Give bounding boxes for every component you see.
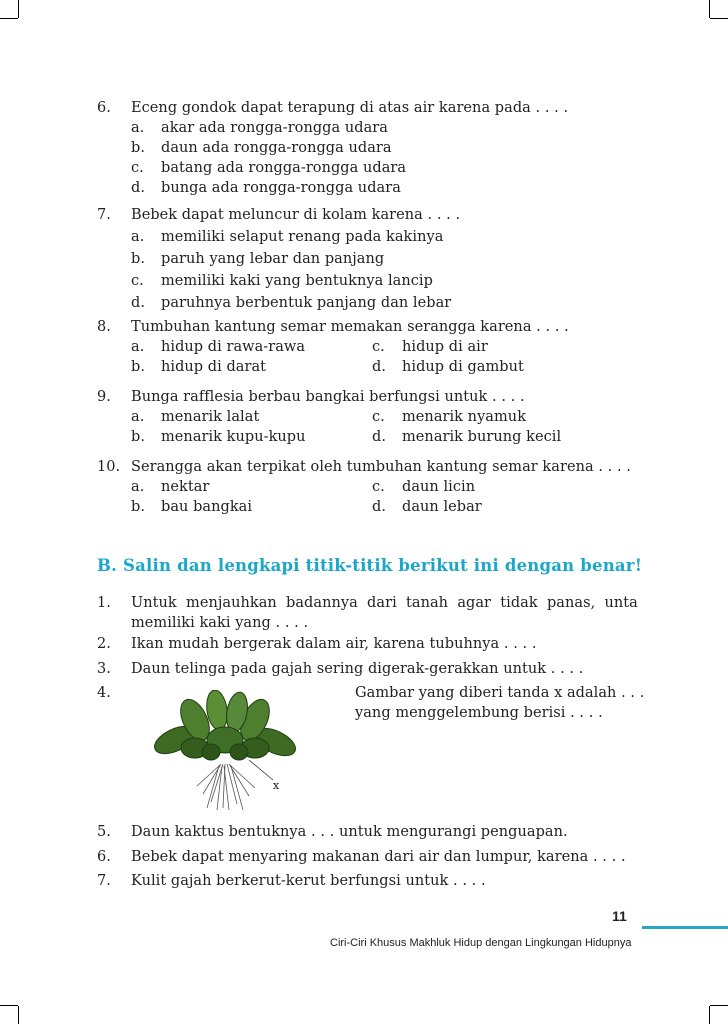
question-stem: Eceng gondok dapat terapung di atas air karena pada . . . . bbox=[131, 100, 569, 116]
pointer-line bbox=[249, 760, 273, 780]
leaves bbox=[150, 690, 299, 761]
water-hyacinth-illustration bbox=[145, 690, 305, 812]
question-stem: Bebek dapat meluncur di kolam karena . . . . bbox=[131, 207, 461, 223]
fill-item-3: 3. Daun telinga pada gajah sering digerak-gerakkan untuk . . . . bbox=[97, 661, 584, 677]
option: d. menarik burung kecil bbox=[372, 429, 562, 445]
option: b. menarik kupu-kupu bbox=[131, 429, 306, 445]
footer-rule bbox=[642, 926, 728, 929]
question-stem: Tumbuhan kantung semar memakan serangga karena . . . . bbox=[131, 319, 569, 335]
option: b. paruh yang lebar dan panjang bbox=[131, 251, 385, 267]
question-stem: Serangga akan terpikat oleh tumbuhan kantung semar karena . . . . bbox=[131, 459, 631, 475]
question-number: 7. bbox=[97, 207, 111, 223]
question-7 bbox=[0, 205, 728, 311]
crop-mark bbox=[0, 1005, 18, 1006]
page-number: 11 bbox=[612, 908, 627, 924]
crop-mark bbox=[18, 1006, 19, 1024]
option: a. hidup di rawa-rawa bbox=[131, 339, 306, 355]
roots bbox=[197, 764, 255, 810]
fill-item-7: 7. Kulit gajah berkerut-kerut berfungsi untuk . . . . bbox=[97, 873, 486, 889]
question-10 bbox=[0, 457, 728, 521]
footer-title: Ciri-Ciri Khusus Makhluk Hidup dengan Lingkungan Hidupnya bbox=[330, 937, 632, 949]
question-number: 6. bbox=[97, 100, 111, 116]
option: b. bau bangkai bbox=[131, 499, 253, 515]
option: b. daun ada rongga-rongga udara bbox=[131, 140, 392, 156]
option: c. memiliki kaki yang bentuknya lancip bbox=[131, 273, 433, 289]
fill-item-4: 4. Gambar yang diberi tanda x adalah . . . yang menggelembung berisi . . . . bbox=[97, 685, 645, 721]
question-number: 9. bbox=[97, 389, 111, 405]
option: c. menarik nyamuk bbox=[372, 409, 527, 425]
option: d. hidup di gambut bbox=[372, 359, 524, 375]
option: a. menarik lalat bbox=[131, 409, 260, 425]
crop-mark bbox=[710, 1005, 728, 1006]
option: a. nektar bbox=[131, 479, 210, 495]
option: a. memiliki selaput renang pada kakinya bbox=[131, 229, 444, 245]
fill-item-1: 1. Untuk menjauhkan badannya dari tanah agar tidak panas, unta memiliki kaki yang . . . . bbox=[97, 595, 638, 631]
crop-mark bbox=[709, 0, 710, 18]
crop-mark bbox=[710, 18, 728, 19]
option: c. batang ada rongga-rongga udara bbox=[131, 160, 407, 176]
section-b-heading: B. Salin dan lengkapi titik-titik berikut ini dengan benar! bbox=[97, 556, 643, 575]
option: d. paruhnya berbentuk panjang dan lebar bbox=[131, 295, 452, 311]
option: d. bunga ada rongga-rongga udara bbox=[131, 180, 401, 196]
option: d. daun lebar bbox=[372, 499, 482, 515]
question-9 bbox=[0, 387, 728, 451]
crop-mark bbox=[18, 0, 19, 18]
option: c. daun licin bbox=[372, 479, 476, 495]
question-6 bbox=[0, 98, 728, 196]
option: a. akar ada rongga-rongga udara bbox=[131, 120, 388, 136]
fill-item-6: 6. Bebek dapat menyaring makanan dari air dan lumpur, karena . . . . bbox=[97, 849, 626, 865]
marker-label: x bbox=[273, 779, 280, 792]
fill-item-2: 2. Ikan mudah bergerak dalam air, karena tubuhnya . . . . bbox=[97, 636, 537, 652]
crop-mark bbox=[0, 18, 18, 19]
option: c. hidup di air bbox=[372, 339, 488, 355]
question-number: 10. bbox=[97, 459, 121, 475]
question-number: 8. bbox=[97, 319, 111, 335]
option: b. hidup di darat bbox=[131, 359, 267, 375]
question-8 bbox=[0, 317, 728, 381]
crop-mark bbox=[709, 1006, 710, 1024]
fill-item-5: 5. Daun kaktus bentuknya . . . untuk mengurangi penguapan. bbox=[97, 824, 568, 840]
question-stem: Bunga rafflesia berbau bangkai berfungsi untuk . . . . bbox=[131, 389, 525, 405]
